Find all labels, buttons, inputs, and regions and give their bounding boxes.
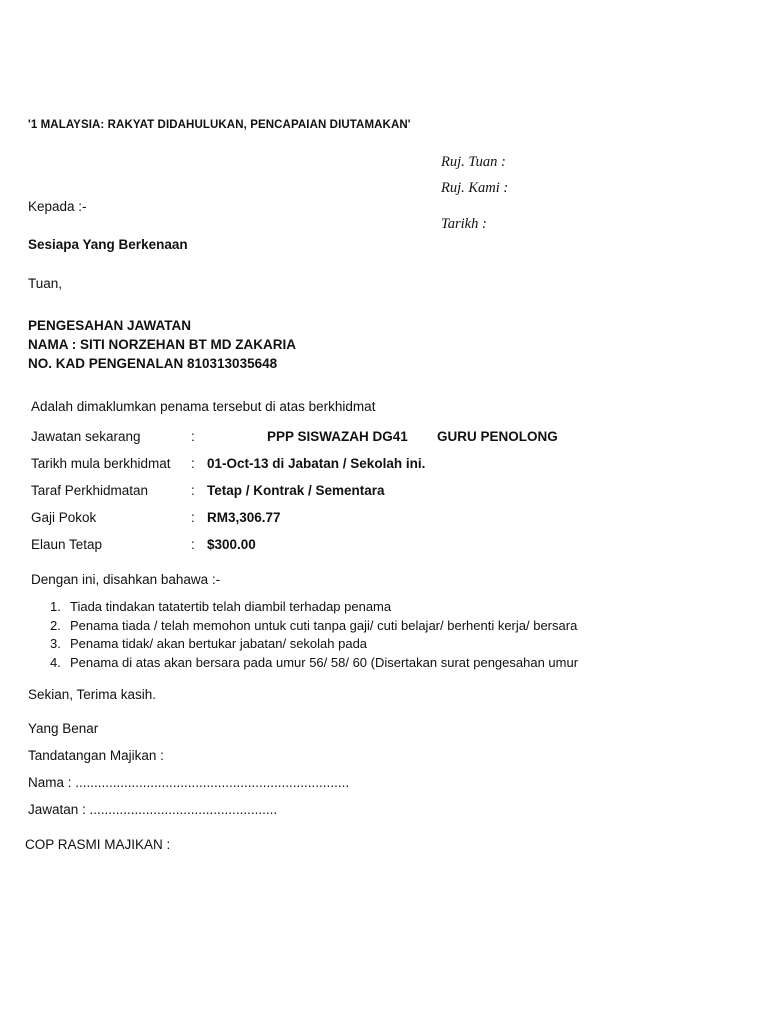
list-item-number: 1. (50, 599, 61, 614)
detail-label-service-status: Taraf Perkhidmatan (31, 483, 149, 498)
subject-title: PENGESAHAN JAWATAN (28, 318, 192, 333)
detail-label-fixed-allowance: Elaun Tetap (31, 537, 103, 552)
employer-signature-line: Tandatangan Majikan : (28, 748, 164, 763)
detail-label-jawatan: Jawatan sekarang (31, 429, 141, 444)
detail-value-start-date: 01-Oct-13 di Jabatan / Sekolah ini. (207, 456, 426, 471)
detail-label-basic-salary: Gaji Pokok (31, 510, 97, 525)
list-item (50, 618, 577, 633)
list-item-number: 4. (50, 655, 61, 670)
list-item (50, 636, 367, 651)
recipient: Sesiapa Yang Berkenaan (28, 237, 188, 252)
intro-text: Adalah dimaklumkan penama tersebut di atas berkhidmat (31, 399, 376, 414)
detail-value-post-title: GURU PENOLONG (437, 429, 558, 444)
official-stamp-label: COP RASMI MAJIKAN : (25, 837, 171, 852)
subject-name: NAMA : SITI NORZEHAN BT MD ZAKARIA (28, 337, 296, 352)
detail-value-fixed-allowance: $300.00 (207, 537, 256, 552)
detail-label-start-date: Tarikh mula berkhidmat (31, 456, 171, 471)
list-item (50, 599, 391, 614)
detail-colon: : (191, 510, 195, 525)
list-item-text: Penama tidak/ akan bertukar jabatan/ sekolah pada (70, 636, 368, 651)
employer-name-line: Nama : ......................................................................... (28, 775, 350, 790)
list-item-text: Penama di atas akan bersara pada umur 56/ 58/ 60 (Disertakan surat pengesahan umur (70, 655, 579, 670)
date-label: Tarikh : (441, 216, 487, 232)
list-item-number: 2. (50, 618, 61, 633)
closing-yours: Yang Benar (28, 721, 99, 736)
salutation: Tuan, (28, 276, 63, 291)
detail-colon: : (191, 456, 195, 471)
subject-ic-number: NO. KAD PENGENALAN 810313035648 (28, 356, 278, 371)
list-item-text: Penama tiada / telah memohon untuk cuti tanpa gaji/ cuti belajar/ berhenti kerja/ bersara (70, 618, 578, 633)
confirmation-intro: Dengan ini, disahkan bahawa :- (31, 572, 221, 587)
detail-colon: : (191, 483, 195, 498)
kepada-label: Kepada :- (28, 199, 87, 214)
ref-tuan-label: Ruj. Tuan : (441, 154, 506, 170)
list-item-number: 3. (50, 636, 61, 651)
list-item-text: Tiada tindakan tatatertib telah diambil terhadap penama (70, 599, 392, 614)
ref-kami-label: Ruj. Kami : (441, 180, 509, 196)
closing-thanks: Sekian, Terima kasih. (28, 687, 157, 702)
employer-post-line: Jawatan : .................................................. (28, 802, 278, 817)
detail-value-grade: PPP SISWAZAH DG41 (267, 429, 408, 444)
detail-value-service-status: Tetap / Kontrak / Sementara (207, 483, 385, 498)
detail-value-basic-salary: RM3,306.77 (207, 510, 281, 525)
list-item (50, 655, 578, 670)
detail-colon: : (191, 429, 195, 444)
motto-header: '1 MALAYSIA: RAKYAT DIDAHULUKAN, PENCAPAIAN DIUTAMAKAN' (28, 119, 411, 131)
detail-colon: : (191, 537, 195, 552)
